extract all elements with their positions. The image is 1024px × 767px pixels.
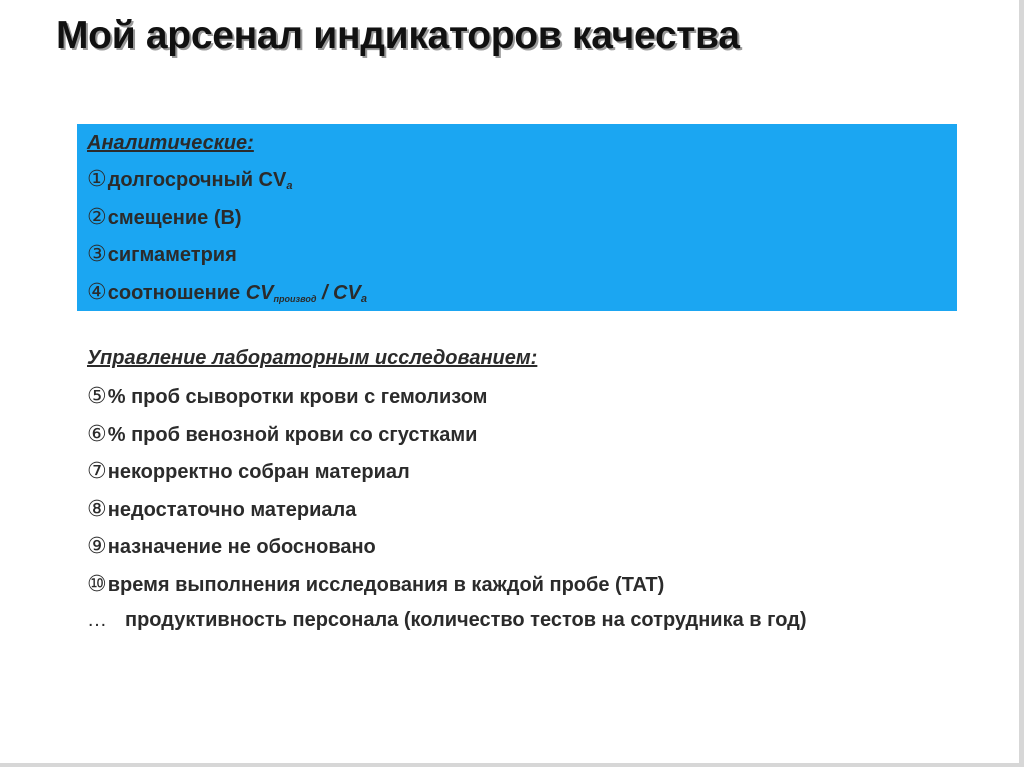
analytic-heading: Аналитические: [87, 132, 254, 154]
analytic-item-1 [87, 160, 367, 198]
item-cv-ratio: / CV [316, 281, 361, 304]
item-number: ④ [87, 278, 107, 304]
management-item-9 [87, 527, 807, 565]
item-subscript: a [286, 180, 293, 192]
item-text: назначение не обосновано [107, 536, 376, 558]
item-number: ⑥ [87, 420, 107, 446]
analytic-item-2 [87, 198, 367, 236]
analytic-section [87, 128, 367, 310]
item-text: некорректно собран материал [107, 461, 410, 483]
item-number: ⑤ [87, 383, 107, 408]
item-subscript: a [360, 292, 367, 305]
management-item-more [87, 602, 807, 640]
item-text: соотношение [107, 281, 246, 304]
item-number: ③ [87, 241, 107, 266]
item-subscript: производ [273, 293, 317, 304]
management-item-10 [87, 565, 807, 603]
ellipsis-marker: … [87, 609, 107, 631]
item-number: ① [87, 166, 107, 191]
management-item-6 [87, 415, 807, 453]
item-number: ⑩ [87, 570, 107, 596]
item-text: % проб сыворотки крови с гемолизом [107, 386, 488, 408]
management-section [87, 343, 807, 640]
item-text: сигмаметрия [107, 244, 237, 266]
management-item-7 [87, 452, 807, 490]
analytic-item-3 [87, 235, 367, 273]
item-text: время выполнения исследования в каждой пробе (TAT) [107, 573, 665, 596]
slide-title: Мой арсенал индикаторов качества [56, 14, 740, 57]
item-cv: CV [245, 281, 274, 304]
item-text: недостаточно материала [107, 498, 357, 521]
management-item-8 [87, 490, 807, 528]
item-number: ⑨ [87, 533, 107, 558]
item-number: ② [87, 203, 107, 229]
item-text: продуктивность персонала (количество тестов на сотрудника в год) [125, 609, 807, 631]
item-text: смещение (B) [107, 206, 242, 229]
item-text: % проб венозной крови со сгустками [107, 423, 478, 446]
management-heading: Управление лабораторным исследованием: [87, 347, 538, 369]
management-item-5 [87, 377, 807, 415]
item-number: ⑦ [87, 458, 107, 483]
item-text: долгосрочный CV [107, 169, 287, 191]
analytic-item-4 [87, 273, 367, 311]
item-number: ⑧ [87, 495, 107, 521]
